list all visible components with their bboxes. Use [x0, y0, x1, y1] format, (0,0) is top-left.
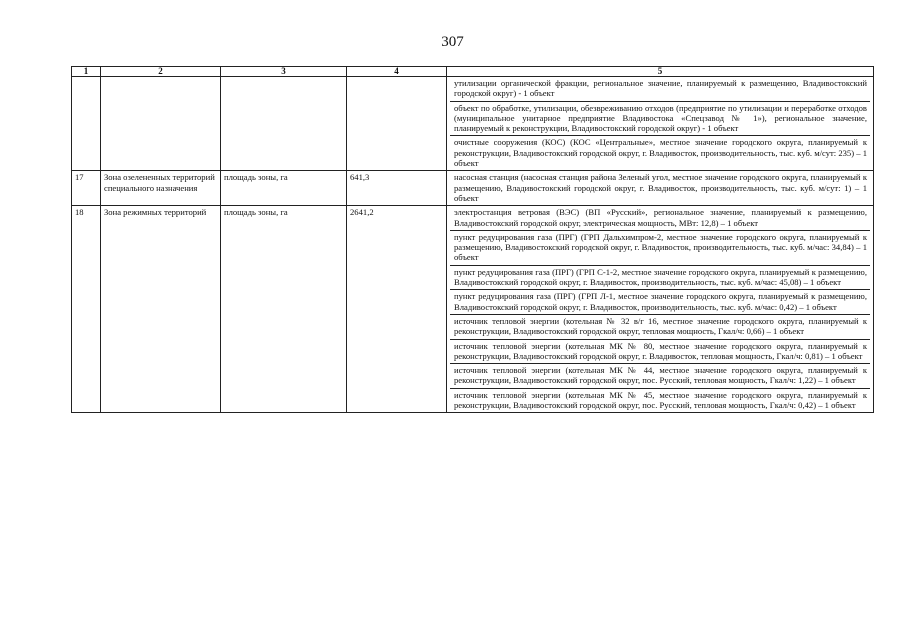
value-cell: [347, 206, 447, 413]
facility-entry: источник тепловой энергии (котельная МК № 80, местное значение городского округа, планируемый к реконструкции, Владивостокский городской округ, г. Владивосток, тепловая мощность, Гкал/ч: 0,81) – 1 объект: [450, 339, 870, 364]
facility-entry: электростанция ветровая (ВЭС) (ВП «Русский», региональное значение, планируемый к размещению, Владивостокский городской округ, электрическая мощность, МВт: 12,8) – 1 объект: [454, 207, 867, 228]
page-number: 307: [441, 34, 464, 50]
parameter-cell: [221, 171, 347, 206]
row-number-text: 18: [75, 207, 84, 218]
facility-entry: источник тепловой энергии (котельная МК № 44, местное значение городского округа, планируемый к реконструкции, Владивостокский городской округ, пос. Русский, тепловая мощность, Гкал/ч: 1,22) – 1 объект: [450, 363, 870, 388]
facility-entry: пункт редуцирования газа (ПРГ) (ГРП Дальхимпром-2, местное значение городского округа, планируемый к размещению, Владивостокский городской округ, г. Владивосток, производительность, тыс. куб. м/час: 34,84) – 1 объект: [450, 230, 870, 265]
value-cell: [347, 77, 447, 171]
parameter-cell: [221, 77, 347, 171]
facility-entry: пункт редуцирования газа (ПРГ) (ГРП С-1-2, местное значение городского округа, планируемый к размещению, Владивостокский городской округ, г. Владивосток, производительность, тыс. куб. м/час: 45,08) – 1 объект: [450, 265, 870, 290]
zone-name-text: Зона режимных территорий: [104, 207, 207, 218]
facilities-table: [71, 66, 874, 413]
value-cell: [347, 171, 447, 206]
table-row: [72, 77, 874, 171]
table-header-row: [72, 67, 874, 77]
value-text: 641,3: [350, 172, 370, 183]
parameter-cell: [221, 206, 347, 413]
row-number-text: 17: [75, 172, 84, 183]
facility-entry: источник тепловой энергии (котельная МК № 45, местное значение городского округа, планируемый к реконструкции, Владивостокский городской округ, пос. Русский, тепловая мощность, Гкал/ч: 0,42) – 1 объект: [450, 388, 870, 413]
column-header-5: 5: [447, 67, 874, 77]
facility-entry: объект по обработке, утилизации, обезвреживанию отходов (предприятие по утилизации и переработке отходов (муниципальное унитарное предприятие Владивостока «Спецзавод № 1»), региональное значение, планируемый к реконструкции, Владивостокский городской округ) - 1 объект: [450, 101, 870, 136]
parameter-text: площадь зоны, га: [224, 207, 288, 218]
zone-name-cell: [101, 171, 221, 206]
row-number-text: [75, 77, 97, 78]
column-header-2: 2: [101, 67, 221, 77]
table-row: [72, 206, 874, 413]
facility-entry: источник тепловой энергии (котельная № 32 в/г 16, местное значение городского округа, планируемый к реконструкции, Владивостокский городской округ, тепловая мощность, Гкал/ч: 0,66) – 1 объект: [450, 314, 870, 339]
row-number-cell: [72, 171, 101, 206]
zone-name-cell: [101, 77, 221, 171]
parameter-text: площадь зоны, га: [224, 172, 288, 183]
row-number-cell: [72, 77, 101, 171]
column-header-1: 1: [72, 67, 101, 77]
facility-list-cell: [447, 206, 874, 413]
zone-name-text: Зона озелененных территорий специального назначения: [104, 172, 215, 193]
facility-list-cell: [447, 171, 874, 206]
facility-entry: очистные сооружения (КОС) (КОС «Центральные», местное значение городского округа, планируемый к реконструкции, Владивостокский городской округ, г. Владивосток, производительность, тыс. куб. м/сут: 235) – 1 объект: [450, 135, 870, 170]
column-header-4: 4: [347, 67, 447, 77]
facility-entry: насосная станция (насосная станция района Зеленый угол, местное значение городского округа, планируемый к размещению, Владивостокский городской округ, г. Владивосток, производительность, тыс. куб. м/сут: 1) – 1 объект: [454, 172, 867, 203]
row-number-cell: [72, 206, 101, 413]
value-text: [350, 77, 443, 78]
facility-list-cell: [447, 77, 874, 171]
zone-name-cell: [101, 206, 221, 413]
column-header-3: 3: [221, 67, 347, 77]
parameter-text: [224, 77, 343, 78]
value-text: 2641,2: [350, 207, 374, 218]
facility-entry: утилизации органической фракции, региональное значение, планируемый к размещению, Владивостокский городской округ) - 1 объект: [454, 78, 867, 99]
table-row: [72, 171, 874, 206]
facility-entry: пункт редуцирования газа (ПРГ) (ГРП Л-1, местное значение городского округа, планируемый к размещению, Владивостокский городской округ, г. Владивосток, производительность, тыс. куб. м/час: 0,42) – 1 объект: [450, 289, 870, 314]
zone-name-text: [104, 77, 217, 78]
